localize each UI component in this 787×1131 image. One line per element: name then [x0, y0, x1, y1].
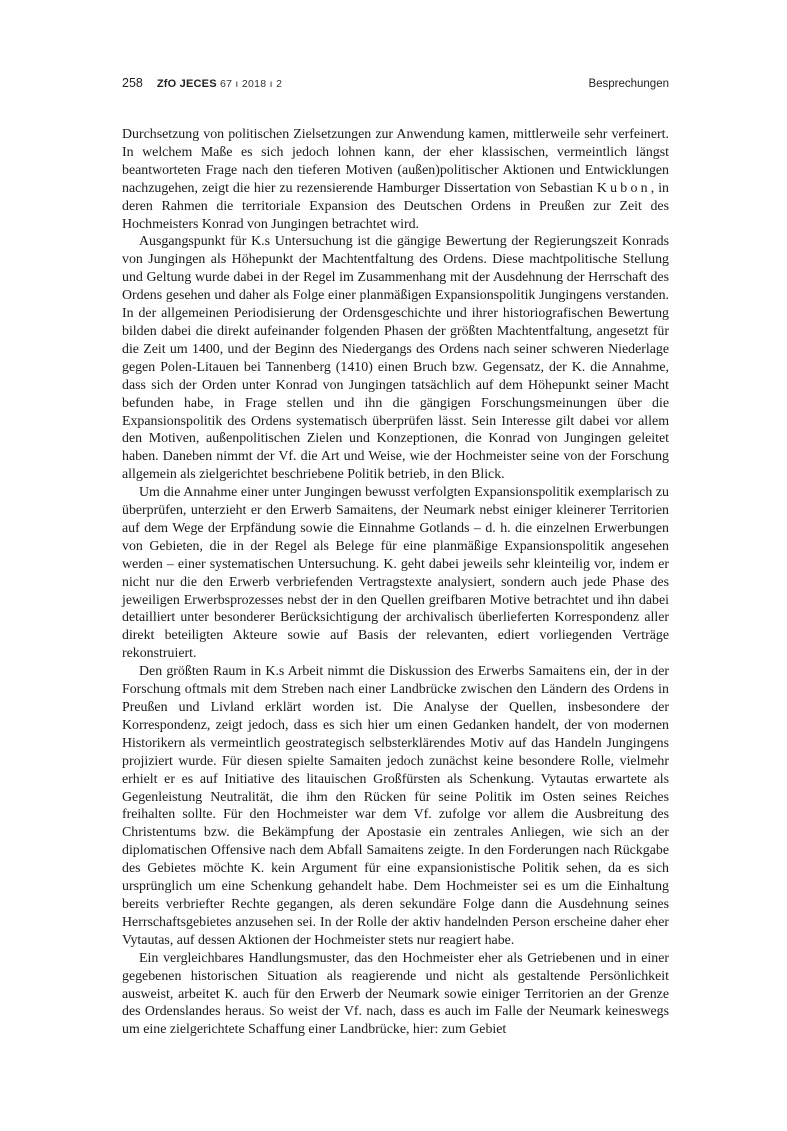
paragraph-3: Um die Annahme einer unter Jungingen bewusst verfolgten Expansionspolitik exemplarisch zu überprüfen, unterzieht er den Erwerb Samaitens, der Neumark nebst einiger kleinerer Territorien auf dem Wege der Erpfändung sowie die Einnahme Gotlands – d. h. die einzelnen Erwerbungen von Gebieten, die in der Regel als Belege für eine planmäßige Expansionspolitik angesehen werden – einer systematischen Untersuchung. K. geht dabei jeweils sehr kleinteilig vor, indem er nicht nur die den Erwerb verbriefenden Vertragstexte analysiert, sondern auch jede Phase des jeweiligen Erwerbsprozesses nebst der in den Quellen greifbaren Motive betrachtet und ihn dabei detailliert unter besonderer Berücksichtigung der archivalisch überlieferten Korrespondenz aller direkt beteiligten Akteure sowie auf Basis der relevanten, ediert vorliegenden Verträge rekonstruiert. [122, 485, 669, 662]
paragraph-1 [122, 126, 669, 233]
paragraph-4: Den größten Raum in K.s Arbeit nimmt die Diskussion des Erwerbs Samaitens ein, der in der Forschung oftmals mit dem Streben nach einer Landbrücke zwischen den Ländern des Ordens in Preußen und Livland erklärt worden ist. Die Analyse der Quellen, insbesondere der Korrespondenz, zeigt jedoch, dass es sich hier um einen Gedanken handelt, der von modernen Historikern als vermeintlich geostrategisch selbsterklärendes Motiv auf das Handeln Jungingens projiziert wurde. Für diesen spielte Samaiten jedoch zunächst keine besondere Rolle, vielmehr erhielt er es auf Initiative des litauischen Großfürsten als Schenkung. Vytautas erwartete als Gegenleistung Neutralität, die ihm den Rücken für seine Politik im Osten seines Reiches freihalten sollte. Für den Hochmeister war dem Vf. zufolge vor allem die Ausbreitung des Christentums bzw. die Bekämpfung der Apostasie ein zentrales Anliegen, wie sich an der diplomatischen Offensive nach dem Abfall Samaitens zeigte. In den Forderungen nach Rückgabe des Gebietes möchte K. kein Argument für eine expansionistische Politik sehen, da es sich ursprünglich um eine Schenkung gehandelt habe. Dem Hochmeister sei es um die Einhaltung bereits verbriefter Rechte gegangen, als deren sekundäre Folge dann die Ausdehnung seines Herrschaftsgebietes anzusehen sei. In der Rolle der aktiv handelnden Person erscheine daher eher Vytautas, auf dessen Aktionen der Hochmeister stets nur reagiert habe. [122, 664, 669, 948]
section-title: Besprechungen [588, 78, 669, 90]
issue-number: 67 ı 2018 ı 2 [219, 78, 283, 90]
paragraph-1-start: Durchsetzung von politischen Zielsetzungen zur Anwendung kamen, mittlerweile sehr verfeinert. In welchem Maße es sich jedoch lohnen kann, der eher klassischen, vermeintlich längst beantworteten Frage nach den tieferen Motiven (außen)politischer Aktionen und Entwicklungen nachzugehen, zeigt die hier zu rezensierende Hamburger Dissertation von Sebastian [122, 127, 669, 196]
journal-info [157, 78, 282, 90]
running-header [122, 76, 669, 94]
paragraph-2: Ausgangspunkt für K.s Untersuchung ist die gängige Bewertung der Regierungszeit Konrads von Jungingen als Höhepunkt der Machtentfaltung des Ordens. Diese machtpolitische Stellung und Geltung wurde dabei in der Regel im Zusammenhang mit der Ausdehnung der Herrschaft des Ordens gesehen und daher als Folge einer planmäßigen Expansionspolitik Jungingens verstanden. In der allgemeinen Periodisierung der Ordensgeschichte und ihrer historiografischen Bewertung bilden dabei die direkt aufeinander folgenden Phasen der größten Machtentfaltung, angesetzt für die Zeit um 1400, und der Beginn des Niedergangs des Ordens nach seiner schweren Niederlage gegen Polen-Litauen bei Tannenberg (1410) einen Bruch bzw. Gegensatz, der K. die Annahme, dass sich der Orden unter Konrad von Jungingen tatsächlich auf dem Höhepunkt seiner Macht befunden habe, in Frage stellen und ihn die gängigen Forschungsmeinungen über die Expansionspolitik des Ordens systematisch überprüfen lässt. Sein Interesse gilt dabei vor allem den Motiven, außenpolitischen Zielen und Konzeptionen, die Konrad von Jungingen geleitet haben. Daneben nimmt der Vf. die Art und Weise, wie der Hochmeister seine von der Forschung allgemein als zielgerichtet beschriebene Politik betrieb, in den Blick. [122, 234, 669, 483]
header-left [122, 76, 282, 90]
journal-title: ZfO JECES [156, 78, 217, 90]
body-text [122, 126, 669, 1039]
author-name: Kubon [596, 180, 651, 196]
paragraph-1-end: , in deren Rahmen die territoriale Expansion des Deutschen Ordens in Preußen zur Zeit des Hochmeisters Konrad von Jungingen betrachtet wird. [122, 180, 669, 232]
paragraph-5: Ein vergleichbares Handlungsmuster, das den Hochmeister eher als Getriebenen und in einer gegebenen historischen Situation als reagierende und nicht als gestaltende Persönlichkeit ausweist, arbeitet K. auch für den Erwerb der Neumark sowie einiger Territorien an der Grenze des Ordenslandes heraus. So weist der Vf. nach, dass es auch im Falle der Neumark keineswegs um eine zielgerichtete Schaffung einer Landbrücke, hier: zum Gebiet [122, 950, 669, 1038]
page-number: 258 [122, 76, 143, 90]
